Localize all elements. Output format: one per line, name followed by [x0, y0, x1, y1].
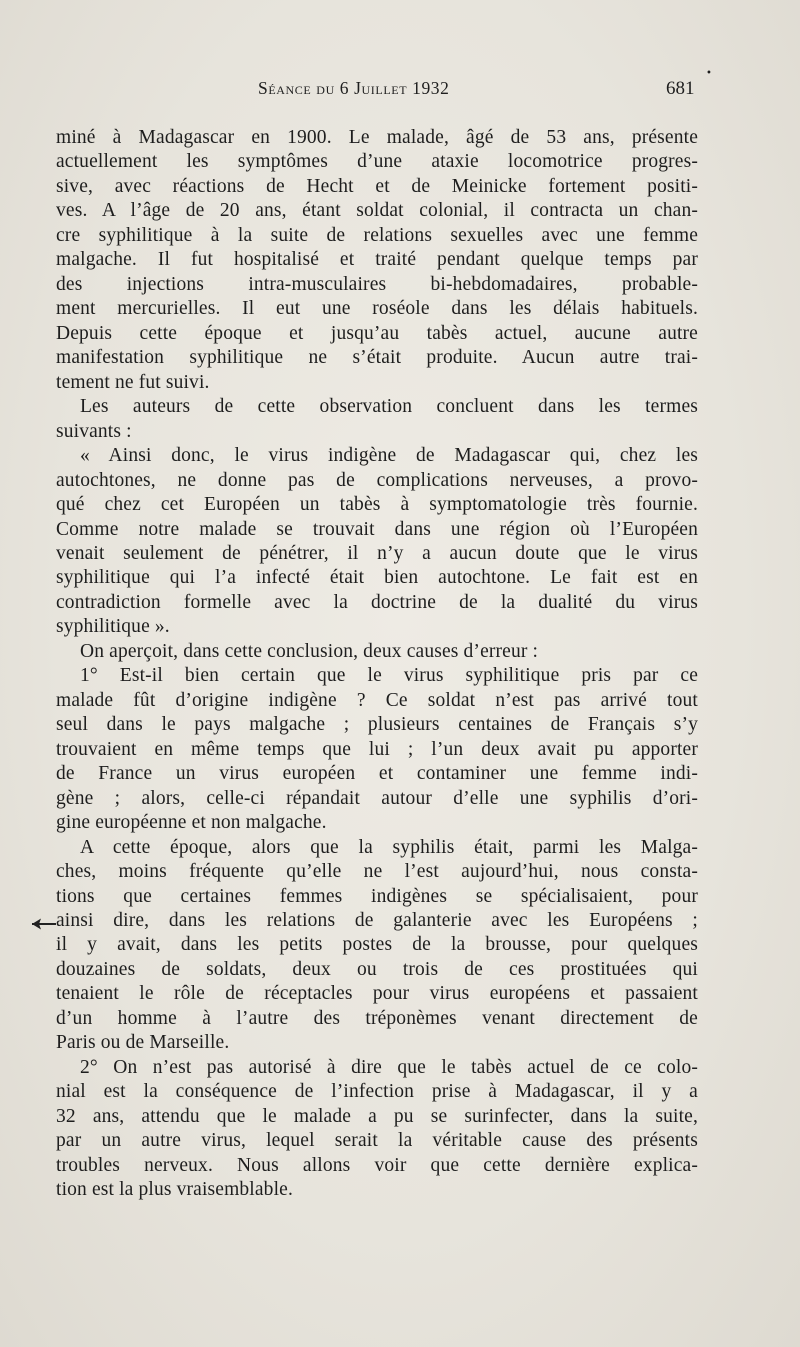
text-line: Depuis cette époque et jusqu’au tabès actuel, aucune autre [56, 322, 698, 344]
text-line: ainsi dire, dans les relations de galanterie avec les Européens ; [56, 910, 698, 931]
text-line: malade fût d’origine indigène ? Ce soldat n’est pas arrivé tout [56, 689, 698, 711]
text-line: Les auteurs de cette observation concluent dans les termes [80, 396, 698, 418]
text-line: syphilitique ». [56, 616, 170, 638]
text-line: tions que certaines femmes indigènes se spécialisaient, pour [56, 885, 698, 907]
text-line: venait seulement de pénétrer, il n’y a aucun doute que le virus [56, 542, 698, 564]
text-line: seul dans le pays malgache ; plusieurs centaines de Français s’y [56, 714, 698, 736]
text-line: A cette époque, alors que la syphilis était, parmi les Malga- [80, 836, 698, 858]
text-line: On aperçoit, dans cette conclusion, deux causes d’erreur : [80, 640, 539, 662]
text-line: tenaient le rôle de réceptacles pour virus européens et passaient [56, 983, 698, 1005]
text-line: gine européenne et non malgache. [56, 812, 327, 834]
text-line: il y avait, dans les petits postes de la brousse, pour quelques [56, 934, 698, 956]
text-line: suivants : [56, 420, 132, 442]
text-line: ves. A l’âge de 20 ans, étant soldat colonial, il contracta un chan- [56, 200, 698, 222]
text-line: syphilitique qui l’a infecté était bien autochtone. Le fait est en [56, 567, 698, 589]
text-line: Paris ou de Marseille. [56, 1032, 230, 1054]
text-line: trouvaient en même temps que lui ; l’un deux avait pu apporter [56, 738, 698, 760]
text-line: sive, avec réactions de Hecht et de Meinicke fortement positi- [56, 175, 698, 197]
text-line: ches, moins fréquente qu’elle ne l’est aujourd’hui, nous consta- [56, 861, 698, 883]
text-line: autochtones, ne donne pas de complications nerveuses, a provo- [56, 469, 698, 491]
text-line: par un autre virus, lequel serait la véritable cause des présents [56, 1130, 698, 1152]
text-line: ment mercurielles. Il eut une roséole dans les délais habituels. [56, 298, 698, 320]
text-line: « Ainsi donc, le virus indigène de Madagascar qui, chez les [80, 445, 698, 467]
text-line: contradiction formelle avec la doctrine de la dualité du virus [56, 591, 698, 613]
running-head [0, 68, 800, 108]
text-line: gène ; alors, celle-ci répandait autour d’elle une syphilis d’ori- [56, 787, 698, 809]
text-line: qué chez cet Européen un tabès à symptomatologie très fournie. [56, 494, 698, 516]
text-line: 2° On n’est pas autorisé à dire que le tabès actuel de ce colo- [80, 1056, 698, 1078]
text-line: 1° Est-il bien certain que le virus syphilitique pris par ce [80, 665, 698, 687]
text-line: d’un homme à l’autre des tréponèmes venant directement de [56, 1007, 698, 1029]
text-line: troubles nerveux. Nous allons voir que cette dernière explica- [56, 1154, 698, 1176]
text-line: tion est la plus vraisemblable. [56, 1179, 293, 1201]
page-number: 681 [666, 78, 695, 99]
text-line: des injections intra-musculaires bi-hebdomadaires, probable- [56, 273, 698, 295]
header-mark: • [706, 68, 712, 79]
text-line: 32 ans, attendu que le malade a pu se surinfecter, dans la suite, [56, 1105, 698, 1127]
text-line: miné à Madagascar en 1900. Le malade, âgé de 53 ans, présente [56, 127, 698, 148]
running-title: Séance du 6 Juillet 1932 [258, 78, 450, 98]
arrow-left-icon [30, 916, 58, 932]
text-line: Comme notre malade se trouvait dans une région où l’Européen [56, 518, 698, 540]
text-line: malgache. Il fut hospitalisé et traité pendant quelque temps par [56, 249, 698, 271]
text-line: manifestation syphilitique ne s’était produite. Aucun autre trai- [56, 347, 698, 369]
text-line: tement ne fut suivi. [56, 371, 210, 393]
text-line: de France un virus européen et contaminer une femme indi- [56, 763, 698, 785]
text-line: douzaines de soldats, deux ou trois de ces prostituées qui [56, 958, 698, 980]
body-text [56, 126, 698, 1203]
text-line: cre syphilitique à la suite de relations sexuelles avec une femme [56, 224, 698, 246]
text-line: nial est la conséquence de l’infection prise à Madagascar, il y a [56, 1081, 698, 1103]
text-line: actuellement les symptômes d’une ataxie locomotrice progres- [56, 151, 698, 173]
